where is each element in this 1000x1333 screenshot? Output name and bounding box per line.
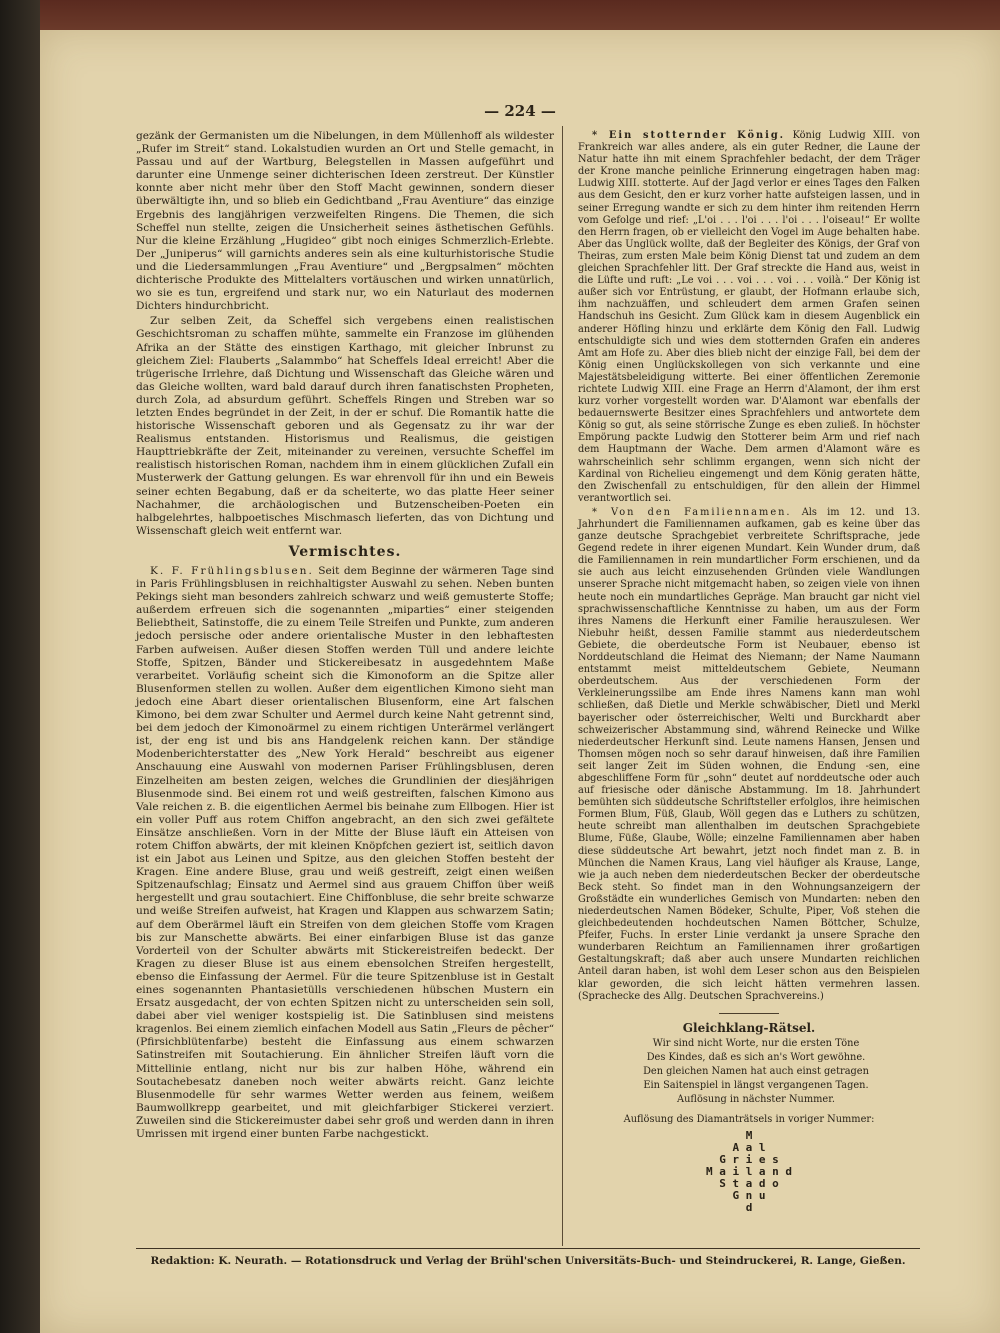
misc-text: Seit dem Beginne der wärmeren Tage sind in Paris Frühlingsblusen in reichhaltigster Auswahl zu sehen. Neben bunten Pekings sieht man besonders zahlreich schwarz und weiß gemusterte Stoffe; außerdem erfreuen sich die sogenannten „miparties“ einer steigenden Beliebtheit, Satinstoffe, die zu einem Teile Streifen und Punkte, zum anderen jedoch persische oder andere orientalische Muster in den lebhaftesten Farben aufweisen. Außer diesen Stoffen werden Tüll und andere leichte Stoffe, Spitzen, Bänder und Stickereibesatz in ausgedehntem Maße verarbeitet. Vorläufig scheint sich die Kimonoform an die Spitze aller Blusenformen stellen zu wollen. Außer dem eigentlichen Kimono sieht man jedoch eine Abart dieser orientalischen Blusenform, eine Art falschen Kimono, bei dem zwar Schulter und Aermel durch keine Naht getrennt sind, bei dem jedoch der Kimonoärmel zu einem richtigen Unterärmel verlängert ist, der eng ist und bis ans Handgelenk reichen kann. Der ständige Modenberichterstatter des „New York Herald“ beschreibt aus eigener Anschauung eine Auswahl von modernen Pariser Frühlingsblusen, deren Einzelheiten am besten zeigen, welches die Grundlinien der diesjährigen Blusenmode sind. Bei einem rot und weiß gestreiften, falschen Kimono aus Vale reichen z. B. die eigentlichen Aermel bis beinahe zum Ellbogen. Hier ist ein voller Puff aus rotem Chiffon angebracht, an den sich zwei gefältete Einsätze anschließen. Vorn in der Mitte der Bluse läuft ein Atteisen von rotem Chiffon abwärts, der mit kleinen Knöpfchen geziert ist, seitlich davon ist ein Jabot aus Leinen und Spitze, aus den gleichen Stoffen besteht der Kragen. Eine andere Bluse, grau und weiß gestreift, zeigt einen weißen Spitzenaufschlag; Einsatz und Aermel sind aus grauem Chiffon über weiß hergestellt und grau soutachiert. Eine Chiffonbluse, die sehr breite schwarze und weiße Streifen aufweist, hat Kragen und Klappen aus schwarzem Satin; auf dem Oberärmel läuft ein Streifen von dem gleichen Stoffe vom Kragen bis zur Manschette abwärts. Bei einer einfarbigen Bluse ist das ganze Vorderteil von der Schulter abwärts mit Stickereistreifen bedeckt. Der Kragen zu dieser Bluse ist aus einem ebensolchen Streifen hergestellt, ebenso die Einfassung der Aermel. Für die teure Spitzenbluse ist in Gestalt eines sogenannten Phantasietülls verschiedenen hübschen Mustern ein Ersatz ausgedacht, der von echten Spitzen nicht zu unterscheiden sein soll, dabei aber viel weniger kostspielig ist. Die Satinblusen sind meistens kragenlos. Bei einem ziemlich einfachen Modell aus Satin „Fleurs de pêcher“ (Pfirsichblütenfarbe) besteht die Einfassung aus einem schwarzen Satinstreifen mit Soutachierung. Ein ähnlicher Streifen läuft vorn die Mittellinie entlang, nicht nur bis zur halben Höhe, während ein Soutachebesatz daneben noch weiter abwärts reicht. Ganz leichte Blusenmodelle für sehr warmes Wetter werden aus feinem, weißem Baumwollkrepp gearbeitet, und mit gleichfarbiger Stickerei verziert. Zuweilen sind die Stickereimuster dabei sehr groß und werden dann in ihren Umrissen mit irgend einer bunten Farbe nachgestickt. (136, 565, 555, 1141)
riddle-line: Den gleichen Namen hat auch einst getragen (643, 1066, 869, 1078)
section-title: Vermischtes. (288, 543, 402, 560)
diamond-solution (674, 1130, 824, 1214)
riddle-line: Des Kindes, daß es sich an's Wort gewöhne. (646, 1051, 866, 1063)
riddle-line: Ein Saitenspiel in längst vergangenen Tagen. (643, 1080, 869, 1092)
book-binding (0, 0, 40, 1333)
diamond-row: M (745, 1129, 753, 1143)
riddle-line: Wir sind nicht Worte, nur die ersten Töne (652, 1037, 860, 1049)
diamond-row: A a l (732, 1141, 766, 1155)
column-divider (562, 126, 563, 1246)
item1-text: König Ludwig XIII. von Frankreich war alles andere, als ein guter Redner, die Laune der Natur hatte ihn mit einem Sprachfehler bedacht, der dem Träger der Krone manche peinliche Erinnerung eingetragen haben mag: Ludwig XIII. stotterte. Auf der Jagd verlor er eines Tages den Falken aus dem Gesicht, den er kurz vorher hatte aufsteigen lassen, und in seiner Erregung wandte er sich zu dem hinter ihm reitenden Herrn vom Gefolge und rief: „L'oi . . . l'oi . . . l'oi . . . l'oiseau!“ Er wollte den Herrn fragen, ob er vielleicht den Vogel im Auge behalten habe. Aber das Unglück wollte, daß der Begleiter des Königs, der Graf von Theiras, zum ersten Male beim König Dienst tat und zudem an dem gleichen Sprachfehler litt. Der Graf streckte die Hand aus, weist in die Lüfte und ruft: „Le voi . . . voi . . . voi . . . voilà.“ Der König ist außer sich vor Entrüstung, er glaubt, der Hofmann erlaube sich, ihm nachzuäffen, und schleudert dem armen Grafen seinen Handschuh ins Gesicht. Zum Glück kam in diesem Augenblick ein anderer Höfling hinzu und erklärte dem König den Fall. Ludwig entschuldigte sich und wies dem stotternden Grafen ein anderes Amt am Hofe zu. Aber dies blieb nicht der einzige Fall, bei dem der König einen Unglückskollegen von sich verkannte und eine Majestätsbeleidigung witterte. Bei einer öffentlichen Zeremonie richtete Ludwig XIII. eine Frage an Herrn d'Alamont, der ihm erst kurz vorher vorgestellt worden war. D'Alamont war ebenfalls der bedauernswerte Besitzer eines Sprachfehlers und antwortete dem König so gut, als seine störrische Zunge es eben zuließ. In höchster Empörung packte Ludwig den Stotterer beim Arm und rief nach dem Hauptmann der Wache. Dem armen d'Alamont wäre es wahrscheinlich sehr schlimm ergangen, wenn sich nicht der Kardinal von Richelieu eingemengt und dem König geraten hätte, den Zwischenfall zu entschuldigen, für den allein der Himmel verantwortlich sei. (578, 130, 920, 504)
item-stotternder-koenig (578, 130, 920, 505)
diamond-row: G r i e s (719, 1153, 779, 1167)
diamond-row: M a i l a n d (705, 1165, 793, 1179)
newspaper-page (40, 30, 1000, 1333)
page-number: — 224 — (484, 102, 556, 120)
diamond-row: S t a d o (719, 1177, 779, 1191)
misc-paragraph (136, 565, 554, 1141)
article-paragraph-2: Zur selben Zeit, da Scheffel sich vergebens einen realistischen Geschichtsroman zu schaffen mühte, sammelte ein Franzose im glühenden Afrika an der Stätte des einstigen Karthago, mit gleicher Inbrunst zu gleichem Ziel: Flauberts „Salammbo“ hat Scheffels Ideal erreicht! Aber die trügerische Irrlehre, daß Dichtung und Wissenschaft das Gleiche wären und das Gleiche wollten, ward bald darauf durch ihren fanatischsten Propheten, durch Zola, ad absurdum geführt. Scheffels Ringen und Streben war so letzten Endes begründet in der Zeit, in der er schuf. Die Romantik hatte die historische Wissenschaft geboren und als Gegensatz zu ihr war der Realismus entstanden. Historismus und Realismus, die geistigen Haupttriebkräfte der Zeit, miteinander zu vereinen, versuchte Scheffel im realistisch historischen Roman, nachdem ihm in einem glücklichen Zufall ein Musterwerk der Gattung gelungen. Es war ehrenvoll für ihn und ein Beweis seiner echten Begabung, daß er da scheiterte, wo das platte Heer seiner Nachahmer, die archäologischen und Butzenscheiben-Poeten ein halbgelehrtes, halbpoetisches Mischmasch lieferten, das von Dichtung und Wissenschaft gleich weit entfernt war. (136, 315, 554, 537)
cover-edge (40, 0, 1000, 30)
riddle-title: Gleichklang-Rätsel. (682, 1020, 816, 1035)
diamond-row: d (745, 1201, 753, 1215)
item2-text: Als im 12. und 13. Jahrhundert die Familiennamen aufkamen, gab es keine über das ganze deutsche Sprachgebiet verbreitete Schriftsprache, jede Gegend redete in ihrer eigenen Mundart. Kein Wunder drum, daß die Familiennamen in rein mundartlicher Form erschienen, und da sie auch aus leicht einzusehenden Gründen viele Wandlungen unserer Sprache nicht mitgemacht haben, so zeigen viele von ihnen heute noch ein mundartliches Gepräge. Man braucht gar nicht viel sprachwissenschaftliche Kenntnisse zu haben, um aus der Form ihres Namens die Herkunft einer Familie herauszulesen. Wer Niebuhr heißt, dessen Familie stammt aus niederdeutschem Gebiete, die oberdeutsche Form ist Neubauer, ebenso ist Norddeutschland die Heimat des Niemann; der Name Naumann entstammt meist mitteldeutschem Gebiete, Neumann oberdeutschem. Aus der verschiedenen Form der Verkleinerungssilbe am Ende ihres Namens kann man wohl schließen, daß Dietle und Merkle schwäbischer, Dietl und Merkl bayerischer oder österreichischer, Welti und Burckhardt aber schweizerischer Abstammung sind, während Reinecke und Wilke niederdeutscher Herkunft sind. Leute namens Hansen, Jensen und Thomsen mögen noch so sehr darauf hinweisen, daß ihre Familien seit langer Zeit im Süden wohnen, die Endung -sen, eine abgeschliffene Form für „sohn“ deutet auf norddeutsche oder auch auf friesische oder dänische Abstammung. Im 18. Jahrhundert bemühten sich süddeutsche Schriftsteller erfolglos, ihre heimischen Formen Blum, Füß, Glaub, Wöll gegen das e Luthers zu schützen, heute schreibt man allenthalben im deutschen Sprachgebiete Blume, Füße, Glaube, Wölle; einzelne Familiennamen aber haben diese süddeutsche Art bewahrt, jetzt noch findet man z. B. in München die Namen Kraus, Lang viel häufiger als Krause, Lange, wie ja auch neben dem niederdeutschen Becker der oberdeutsche Beck steht. So findet man in den Wohnungsanzeigern der Großstädte ein wunderliches Gemisch von Mundarten: neben den niederdeutschen Namen Bödeker, Schulte, Piper, Voß stehen die gleichbedeutenden hochdeutschen Namen Böttcher, Schulze, Pfeifer, Fuchs. In erster Linie verdankt ja unsere Sprache den wunderbaren Reichtum an Familiennamen ihrer großartigen Gestaltungskraft; daß aber auch unsere Mundarten reichlichen Anteil daran haben, ist wohl dem Leser schon aus den Beispielen klar geworden, die sich leicht hätten vermehren lassen. (Sprachecke des Allg. Deutschen Sprachvereins.) (578, 506, 921, 1002)
item-familiennamen (578, 507, 920, 1003)
riddle-note: Auflösung in nächster Nummer. (677, 1094, 835, 1106)
article-paragraph-1: gezänk der Germanisten um die Nibelungen, in dem Müllenhoff als wildester „Rufer im Streit“ stand. Lokalstudien wurden an Ort und Stelle gemacht, in Passau und auf der Wartburg, Belegstellen in Massen aufgeführt und darunter eine Unmenge seiner dichterischen Ideen zerstreut. Der Künstler konnte aber nicht mehr über den Stoff Macht gewinnen, sondern dieser überwältigte ihn, und so blieb ein Gedichtband „Frau Aventiure“ das einzige Ergebnis des langjährigen verzweifelten Ringens. Die Themen, die sich Scheffel nun stellte, zeigen die Unsicherheit seines ästhetischen Gefühls. Nur die kleine Erzählung „Hugideo“ gibt noch einiges Schmerzlich-Erlebte. Der „Juniperus“ will garnichts anderes sein als eine kulturhistorische Studie und die Liedersammlungen „Frau Aventiure“ und „Bergpsalmen“ möchten dichterische Produkte des Mittelalters vortäuschen und wirken unnatürlich, wo sie es tun, ergreifend und stark nur, wo ein Naturlaut des modernen Dichters hindurchbricht. (136, 130, 554, 313)
item1-lead: * Ein stotternder König. (592, 130, 786, 141)
separator-rule (719, 1013, 779, 1014)
misc-lead: K. F. Frühlingsblusen. (150, 565, 314, 577)
item2-lead: * Von den Familiennamen. (592, 506, 792, 518)
diamond-row: G n u (732, 1189, 766, 1203)
solution-title: Auflösung des Diamanträtsels in voriger Nummer: (623, 1114, 875, 1126)
right-column (578, 130, 920, 1214)
left-column (136, 130, 554, 1143)
imprint-footer: Redaktion: K. Neurath. — Rotationsdruck und Verlag der Brühl'schen Universitäts-Buch- und Steindruckerei, R. Lange, Gießen. (136, 1248, 920, 1267)
